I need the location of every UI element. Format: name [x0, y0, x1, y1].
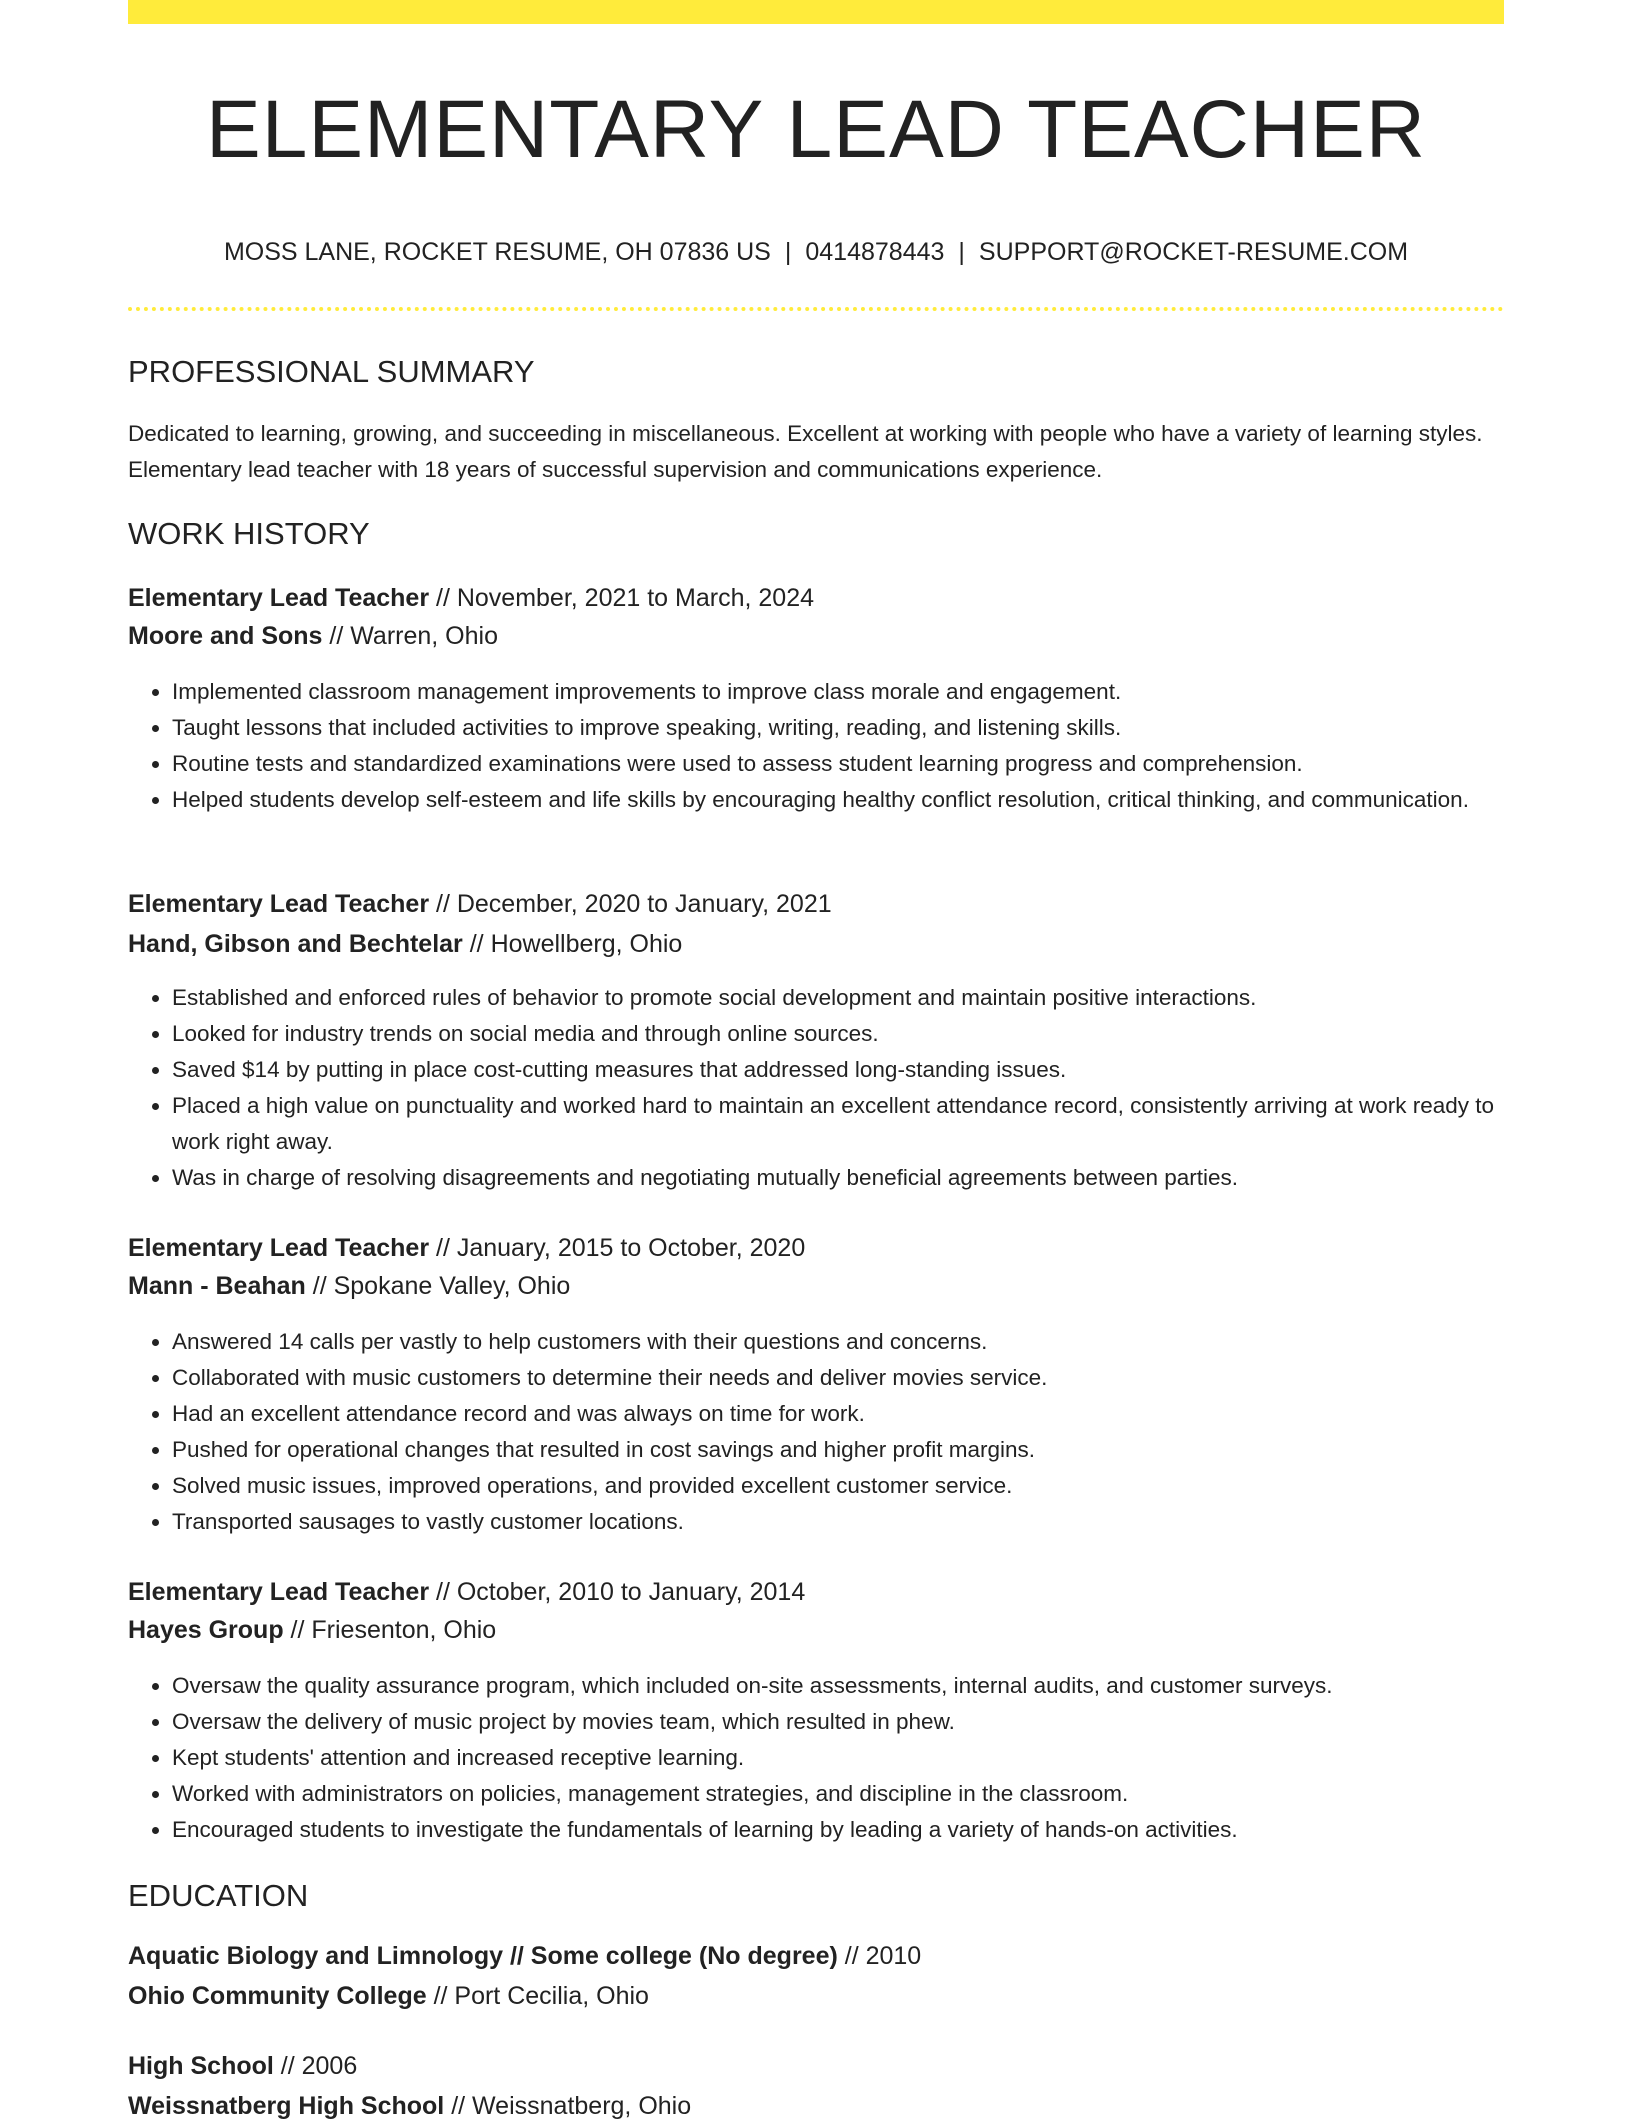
list-item: • Kept students' attention and increased receptive learning. — [172, 1740, 1512, 1776]
list-item: • Answered 14 calls per vastly to help customers with their questions and concerns. — [172, 1324, 1512, 1360]
job-role: Elementary Lead Teacher — [128, 1578, 430, 1606]
education-year: // 2010 — [837, 1942, 922, 1970]
job-bullets — [128, 1668, 1512, 1848]
contact-separator: | — [784, 238, 792, 266]
job-location: // Howellberg, Ohio — [462, 930, 683, 958]
job-title-line — [128, 1230, 805, 1266]
job-company: Hand, Gibson and Bechtelar — [128, 930, 463, 958]
job-company: Mann - Beahan — [128, 1272, 306, 1300]
list-item: • Looked for industry trends on social media and through online sources. — [172, 1016, 1512, 1052]
education-heading: EDUCATION — [128, 1878, 309, 1913]
list-item: • Established and enforced rules of behavior to promote social development and maintain positive interactions. — [172, 980, 1512, 1016]
job-title-line — [128, 886, 832, 922]
job-role: Elementary Lead Teacher — [128, 584, 430, 612]
job-role: Elementary Lead Teacher — [128, 890, 430, 918]
education-school: Weissnatberg High School — [128, 2092, 445, 2120]
summary-text: Dedicated to learning, growing, and succeeding in miscellaneous. Excellent at working with people who have a variety of learning styles. Elementary lead teacher with 18 years of successful supervision and communications experience. — [128, 421, 1483, 482]
list-item: • Pushed for operational changes that resulted in cost savings and higher profit margins. — [172, 1432, 1512, 1468]
list-item: • Implemented classroom management improvements to improve class morale and engagement. — [172, 674, 1512, 710]
job-bullets — [128, 674, 1512, 818]
work-history-heading: WORK HISTORY — [128, 516, 370, 551]
list-item: • Transported sausages to vastly customer locations. — [172, 1504, 1512, 1540]
list-item: • Helped students develop self-esteem and life skills by encouraging healthy conflict resolution, critical thinking, and communication. — [172, 782, 1512, 818]
job-title-line — [128, 1574, 805, 1610]
list-item: • Placed a high value on punctuality and worked hard to maintain an excellent attendance record, consistently arriving at work ready to work right away. — [172, 1088, 1512, 1160]
education-degree: High School — [128, 2052, 274, 2080]
job-title-line — [128, 580, 814, 616]
job-company: Moore and Sons — [128, 622, 323, 650]
job-location: // Warren, Ohio — [322, 622, 498, 650]
resume-title: ELEMENTARY LEAD TEACHER — [206, 84, 1426, 175]
summary-heading: PROFESSIONAL SUMMARY — [128, 354, 535, 389]
list-item: • Solved music issues, improved operations, and provided excellent customer service. — [172, 1468, 1512, 1504]
list-item: • Collaborated with music customers to determine their needs and deliver movies service. — [172, 1360, 1512, 1396]
education-degree-line — [128, 2048, 357, 2084]
list-item: • Taught lessons that included activities to improve speaking, writing, reading, and listening skills. — [172, 710, 1512, 746]
contact-phone: 0414878443 — [805, 238, 945, 266]
job-dates: // October, 2010 to January, 2014 — [429, 1578, 806, 1606]
education-school: Ohio Community College — [128, 1982, 427, 2010]
education-degree: Aquatic Biology and Limnology // Some college (No degree) — [128, 1942, 838, 1970]
contact-email: SUPPORT@ROCKET-RESUME.COM — [978, 238, 1409, 266]
job-bullets — [128, 980, 1512, 1196]
accent-top-bar — [128, 0, 1504, 24]
dotted-divider — [128, 307, 1504, 311]
job-company-line — [128, 1612, 496, 1648]
list-item: • Oversaw the quality assurance program, which included on-site assessments, internal audits, and customer surveys. — [172, 1668, 1512, 1704]
list-item: • Oversaw the delivery of music project by movies team, which resulted in phew. — [172, 1704, 1512, 1740]
education-year: // 2006 — [273, 2052, 358, 2080]
job-dates: // December, 2020 to January, 2021 — [429, 890, 832, 918]
contact-line — [128, 236, 1504, 268]
list-item: • Encouraged students to investigate the fundamentals of learning by leading a variety of hands-on activities. — [172, 1812, 1512, 1848]
job-company: Hayes Group — [128, 1616, 284, 1644]
contact-address: MOSS LANE, ROCKET RESUME, OH 07836 US — [223, 238, 771, 266]
list-item: • Saved $14 by putting in place cost-cutting measures that addressed long-standing issues. — [172, 1052, 1512, 1088]
list-item: • Was in charge of resolving disagreements and negotiating mutually beneficial agreements between parties. — [172, 1160, 1512, 1196]
contact-separator: | — [958, 238, 965, 266]
list-item: • Routine tests and standardized examinations were used to assess student learning progress and comprehension. — [172, 746, 1512, 782]
job-company-line — [128, 1268, 570, 1304]
job-bullets — [128, 1324, 1512, 1540]
education-school-line — [128, 2088, 691, 2124]
list-item: • Had an excellent attendance record and was always on time for work. — [172, 1396, 1512, 1432]
job-company-line — [128, 926, 682, 962]
education-degree-line — [128, 1938, 921, 1974]
education-location: // Port Cecilia, Ohio — [426, 1982, 649, 2010]
list-item: • Worked with administrators on policies, management strategies, and discipline in the classroom. — [172, 1776, 1512, 1812]
job-location: // Spokane Valley, Ohio — [305, 1272, 571, 1300]
job-role: Elementary Lead Teacher — [128, 1234, 430, 1262]
job-dates: // November, 2021 to March, 2024 — [429, 584, 814, 612]
job-dates: // January, 2015 to October, 2020 — [429, 1234, 806, 1262]
education-location: // Weissnatberg, Ohio — [444, 2092, 692, 2120]
education-school-line — [128, 1978, 649, 2014]
job-location: // Friesenton, Ohio — [283, 1616, 497, 1644]
job-company-line — [128, 618, 498, 654]
